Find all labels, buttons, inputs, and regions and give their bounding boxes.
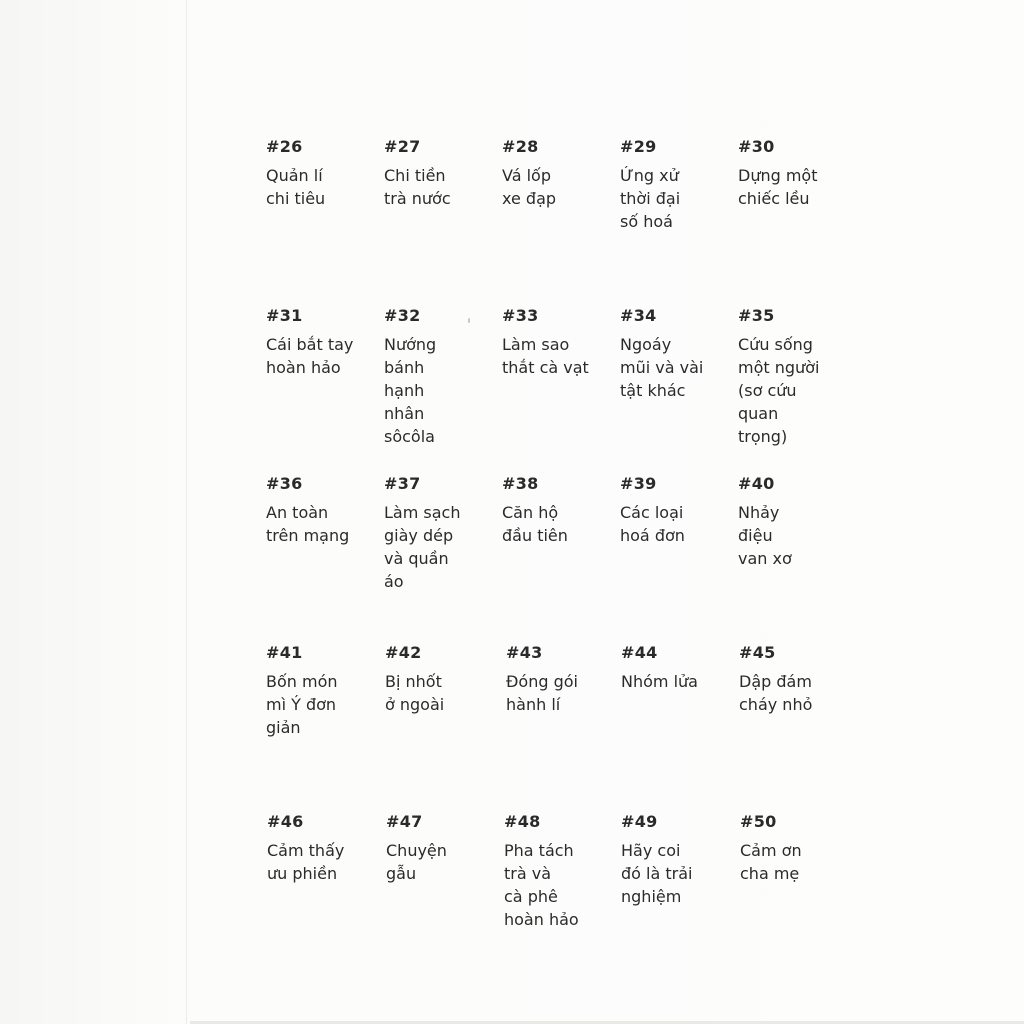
entry-number: #32 — [384, 306, 421, 325]
entry-title: Cảm thấy ưu phiền — [267, 841, 345, 883]
entry-33 — [502, 305, 614, 379]
entry-number: #36 — [266, 474, 303, 493]
entry-title: Nhảy điệu van xơ — [738, 503, 792, 568]
entry-title: Ngoáy mũi và vài tật khác — [620, 335, 704, 400]
entry-title: Pha tách trà và cà phê hoàn hảo — [504, 841, 579, 929]
entry-title: Hãy coi đó là trải nghiệm — [621, 841, 693, 906]
entry-31 — [266, 305, 378, 379]
entry-title: Chuyện gẫu — [386, 841, 447, 883]
entry-number: #29 — [620, 137, 657, 156]
page-edge-shadow — [186, 0, 187, 1024]
entry-26 — [266, 136, 378, 210]
entry-28 — [502, 136, 614, 210]
entry-number: #44 — [621, 643, 658, 662]
entry-title: Quản lí chi tiêu — [266, 166, 326, 208]
entry-title: Nhóm lửa — [621, 672, 698, 691]
entry-number: #35 — [738, 306, 775, 325]
entry-number: #43 — [506, 643, 543, 662]
entry-title: Nướng bánh hạnh nhân sôcôla — [384, 335, 437, 446]
entry-title: Đóng gói hành lí — [506, 672, 578, 714]
entry-36 — [266, 473, 378, 547]
entry-title: Ứng xử thời đại số hoá — [620, 166, 681, 231]
entry-41 — [266, 642, 378, 739]
entry-46 — [267, 811, 379, 885]
entry-49 — [621, 811, 733, 908]
entry-title: Dập đám cháy nhỏ — [739, 672, 813, 714]
entry-50 — [740, 811, 852, 885]
entry-number: #45 — [739, 643, 776, 662]
entry-40 — [738, 473, 850, 570]
entry-title: Căn hộ đầu tiên — [502, 503, 568, 545]
entry-30 — [738, 136, 850, 210]
entry-title: Chi tiền trà nước — [384, 166, 451, 208]
entry-38 — [502, 473, 614, 547]
entry-43 — [506, 642, 618, 716]
entry-number: #26 — [266, 137, 303, 156]
entry-37 — [384, 473, 496, 593]
entry-44 — [621, 642, 733, 693]
entry-number: #38 — [502, 474, 539, 493]
entry-29 — [620, 136, 732, 233]
entry-number: #41 — [266, 643, 303, 662]
entry-number: #48 — [504, 812, 541, 831]
entry-35 — [738, 305, 850, 448]
entry-number: #40 — [738, 474, 775, 493]
entry-34 — [620, 305, 732, 402]
entry-number: #33 — [502, 306, 539, 325]
entry-42 — [385, 642, 497, 716]
entry-number: #31 — [266, 306, 303, 325]
entry-title: Làm sạch giày dép và quần áo — [384, 503, 461, 591]
entry-title: Dựng một chiếc lều — [738, 166, 818, 208]
entry-number: #39 — [620, 474, 657, 493]
entry-number: #37 — [384, 474, 421, 493]
entry-title: Cảm ơn cha mẹ — [740, 841, 802, 883]
entry-27 — [384, 136, 496, 210]
entry-number: #49 — [621, 812, 658, 831]
entry-title: Làm sao thắt cà vạt — [502, 335, 589, 377]
entry-45 — [739, 642, 851, 716]
entry-32 — [384, 305, 496, 448]
entry-title: Bị nhốt ở ngoài — [385, 672, 445, 714]
entry-number: #42 — [385, 643, 422, 662]
entry-47 — [386, 811, 498, 885]
entry-48 — [504, 811, 616, 931]
entry-title: Vá lốp xe đạp — [502, 166, 557, 208]
entry-number: #50 — [740, 812, 777, 831]
entry-number: #46 — [267, 812, 304, 831]
entry-number: #47 — [386, 812, 423, 831]
entry-title: Cái bắt tay hoàn hảo — [266, 335, 354, 377]
entry-number: #28 — [502, 137, 539, 156]
entry-number: #30 — [738, 137, 775, 156]
entry-title: An toàn trên mạng — [266, 503, 350, 545]
entry-title: Bốn món mì Ý đơn giản — [266, 672, 338, 737]
entry-number: #34 — [620, 306, 657, 325]
entry-title: Cứu sống một người (sơ cứu quan trọng) — [738, 335, 820, 446]
entry-title: Các loại hoá đơn — [620, 503, 685, 545]
entry-39 — [620, 473, 732, 547]
entry-number: #27 — [384, 137, 421, 156]
